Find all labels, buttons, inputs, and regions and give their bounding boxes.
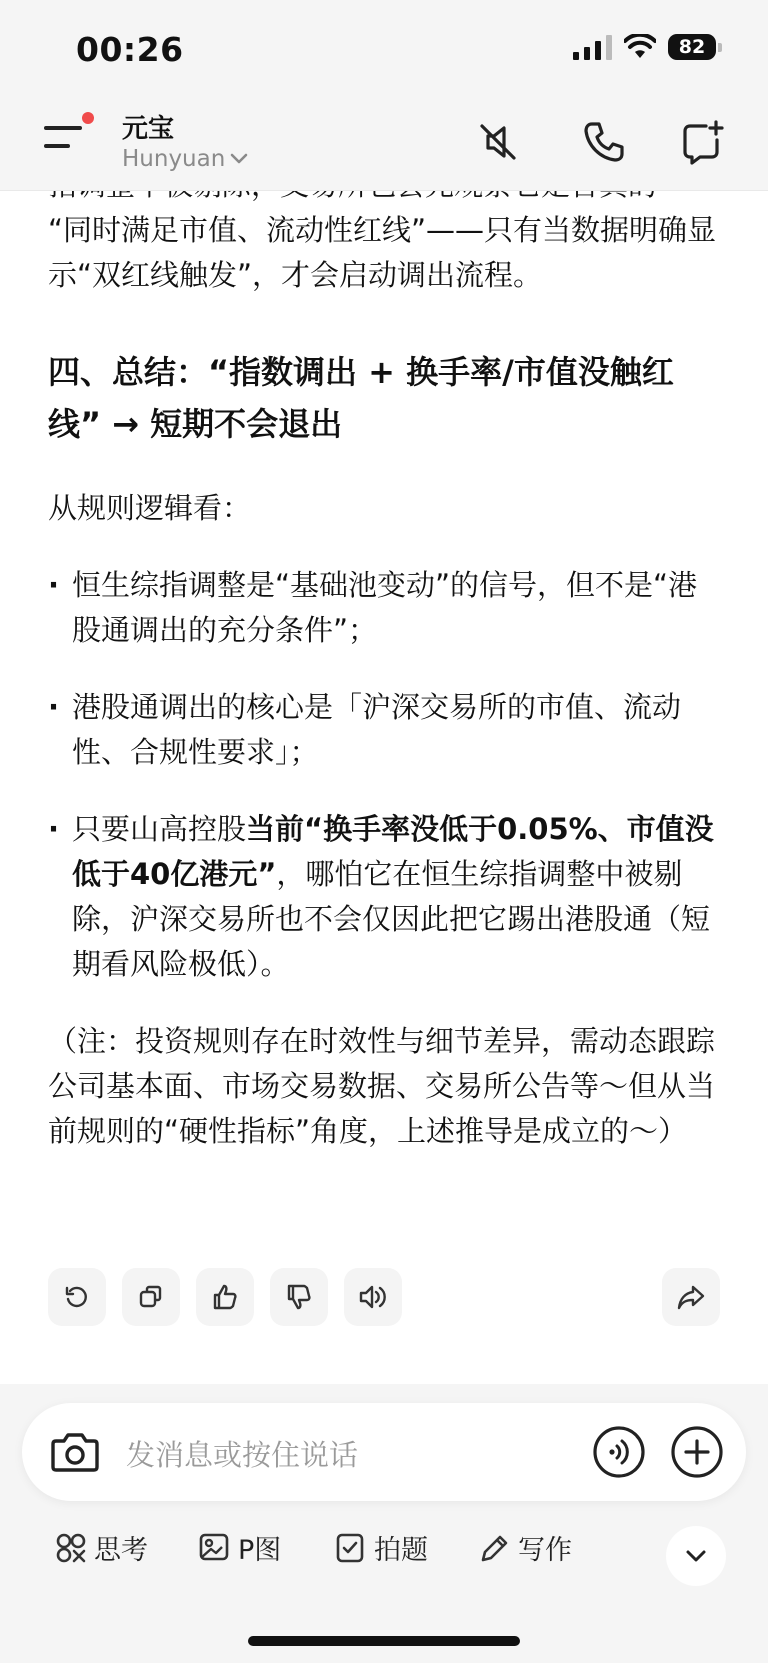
- camera-icon[interactable]: [50, 1427, 100, 1475]
- dislike-button[interactable]: [270, 1268, 328, 1326]
- message-input[interactable]: [22, 1403, 746, 1501]
- tool-p-image[interactable]: [198, 1528, 281, 1567]
- paragraph: “同时满足市值、流动性红线”——只有当数据明确显示“双红线触发”，才会启动调出流程。: [48, 213, 717, 292]
- speaker-icon: [357, 1282, 389, 1312]
- bullet-text: ，哪怕它在恒生综指调整中被剔除，沪深交易所也不会仅因此把它踢出港股通（短期看风险极低）。: [72, 857, 711, 981]
- top-bar: [0, 0, 768, 191]
- message-actions: [48, 1268, 720, 1326]
- voice-icon[interactable]: [592, 1425, 646, 1479]
- model-name: Hunyuan: [122, 146, 226, 172]
- status-icons: [573, 34, 716, 60]
- input-placeholder: 发消息或按住说话: [126, 1438, 359, 1472]
- plus-icon[interactable]: [670, 1425, 724, 1479]
- phone-icon[interactable]: [580, 118, 628, 166]
- thumbs-up-icon: [210, 1282, 240, 1312]
- tool-think[interactable]: [54, 1528, 148, 1567]
- message-content: [48, 190, 720, 1154]
- pen-icon: [478, 1531, 512, 1565]
- tool-write[interactable]: [478, 1528, 572, 1567]
- model-selector[interactable]: [122, 146, 249, 172]
- chevron-down-icon: [229, 152, 249, 166]
- quick-tools: [0, 1528, 768, 1588]
- tool-label: 拍题: [374, 1535, 428, 1566]
- home-indicator: [248, 1636, 520, 1646]
- bullet-list: [48, 563, 720, 987]
- thumbs-down-icon: [284, 1282, 314, 1312]
- copy-button[interactable]: [122, 1268, 180, 1326]
- like-button[interactable]: [196, 1268, 254, 1326]
- tool-label: 思考: [94, 1535, 148, 1566]
- section-heading: 四、总结：“指数调出 + 换手率/市值没触红线” → 短期不会退出: [48, 353, 674, 443]
- tool-label: 写作: [518, 1535, 572, 1566]
- new-chat-icon[interactable]: [678, 118, 726, 166]
- tool-label: P图: [238, 1535, 282, 1566]
- app-title: 元宝: [122, 114, 175, 144]
- tool-photo-question[interactable]: [334, 1528, 428, 1567]
- list-item: · 恒生综指调整是“基础池变动”的信号，但不是“港股通调出的充分条件”；: [48, 563, 720, 653]
- copy-icon: [136, 1282, 166, 1312]
- bullet-bold-text: 当前“换手率没低于0.05%、市值没低于40亿港元”: [72, 812, 714, 891]
- bullet-text: 只要山高控股: [72, 812, 247, 846]
- scan-question-icon: [334, 1531, 368, 1565]
- regenerate-button[interactable]: [48, 1268, 106, 1326]
- wifi-icon: [624, 34, 656, 60]
- mute-icon[interactable]: [474, 118, 522, 166]
- notification-dot: [82, 112, 94, 124]
- cellular-signal-icon: [573, 34, 612, 60]
- chevron-down-icon: [684, 1548, 708, 1564]
- menu-button[interactable]: [44, 118, 90, 158]
- share-button[interactable]: [662, 1268, 720, 1326]
- read-aloud-button[interactable]: [344, 1268, 402, 1326]
- note-text: （注：投资规则存在时效性与细节差异，需动态跟踪公司基本面、市场交易数据、交易所公告等～但从当前规则的“硬性指标”角度，上述推导是成立的～）: [48, 1024, 716, 1148]
- list-item: · 港股通调出的核心是「沪深交易所的市值、流动性、合规性要求」；: [48, 685, 720, 775]
- battery-icon: 82: [668, 34, 716, 60]
- think-icon: [54, 1531, 88, 1565]
- status-time: 00:26: [76, 30, 184, 69]
- intro-text: 从规则逻辑看：: [48, 491, 252, 525]
- list-item: [48, 807, 720, 987]
- refresh-icon: [62, 1282, 92, 1312]
- image-edit-icon: [198, 1531, 232, 1565]
- collapse-tools-button[interactable]: [666, 1526, 726, 1586]
- share-icon: [676, 1282, 706, 1312]
